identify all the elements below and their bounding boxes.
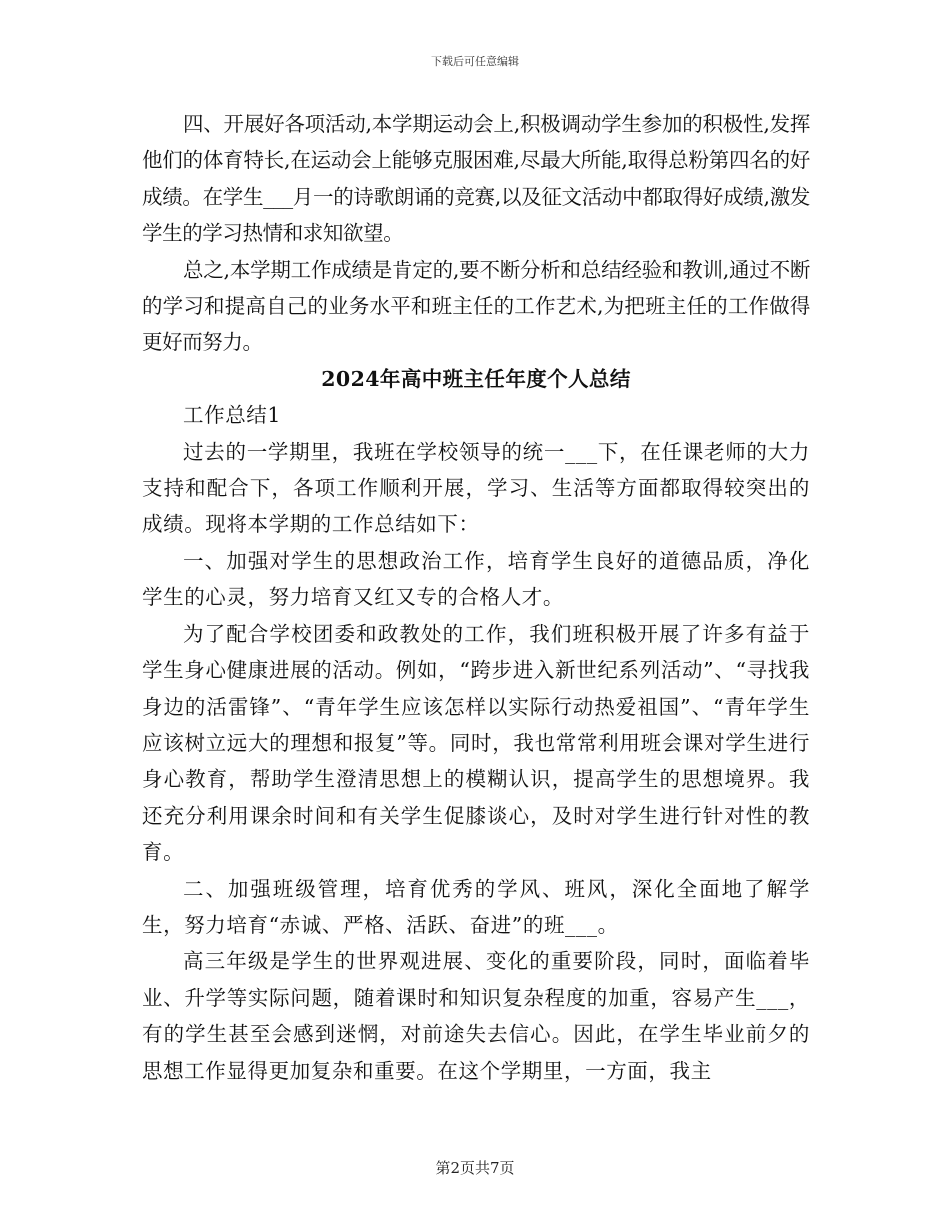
section-subheading: 工作总结1 <box>183 403 282 428</box>
document-body <box>142 106 810 1089</box>
paragraph-conclusion: 总之,本学期工作成绩是肯定的,要不断分析和总结经验和教训,通过不断的学习和提高自己的业务水平和班主任的工作艺术,为把班主任的工作做得更好而努力。 <box>142 257 810 355</box>
header-note: 下载后可任意编辑 <box>431 55 519 68</box>
document-title: 2024年高中班主任年度个人总结 <box>321 366 631 391</box>
paragraph-intro: 过去的一学期里，我班在学校领导的统一___下，在任课老师的大力支持和配合下，各项工作顺利开展，学习、生活等方面都取得较突出的成绩。现将本学期的工作总结如下： <box>142 439 810 537</box>
paragraph-activities-detail: 为了配合学校团委和政教处的工作，我们班积极开展了许多有益于学生身心健康进展的活动。例如，“跨步进入新世纪系列活动”、“寻找我身边的活雷锋”、“青年学生应该怎样以实际行动热爱祖国”、“青年学生应该树立远大的理想和报复”等。同时，我也常常利用班会课对学生进行身心教育，帮助学生澄清思想上的模糊认识，提高学生的思想境界。我还充分利用课余时间和有关学生促膝谈心，及时对学生进行针对性的教育。 <box>142 621 810 865</box>
paragraph-point-two: 二、加强班级管理，培育优秀的学风、班风，深化全面地了解学生，努力培育“赤诚、严格、活跃、奋进”的班___。 <box>142 876 810 937</box>
paragraph-senior-year: 高三年级是学生的世界观进展、变化的重要阶段，同时，面临着毕业、升学等实际问题，随着课时和知识复杂程度的加重，容易产生___，有的学生甚至会感到迷惘，对前途失去信心。因此，在学生毕业前夕的思想工作显得更加复杂和重要。在这个学期里，一方面，我主 <box>142 949 810 1083</box>
paragraph-point-one: 一、加强对学生的思想政治工作，培育学生良好的道德品质，净化学生的心灵，努力培育又红又专的合格人才。 <box>142 548 810 610</box>
page-number: 第2页共7页 <box>435 1159 515 1177</box>
paragraph-activities: 四、开展好各项活动,本学期运动会上,积极调动学生参加的积极性,发挥他们的体育特长,在运动会上能够克服困难,尽最大所能,取得总粉第四名的好成绩。在学生___月一的诗歌朗诵的竞赛,以及征文活动中都取得好成绩,激发学生的学习热情和求知欲望。 <box>142 112 810 246</box>
